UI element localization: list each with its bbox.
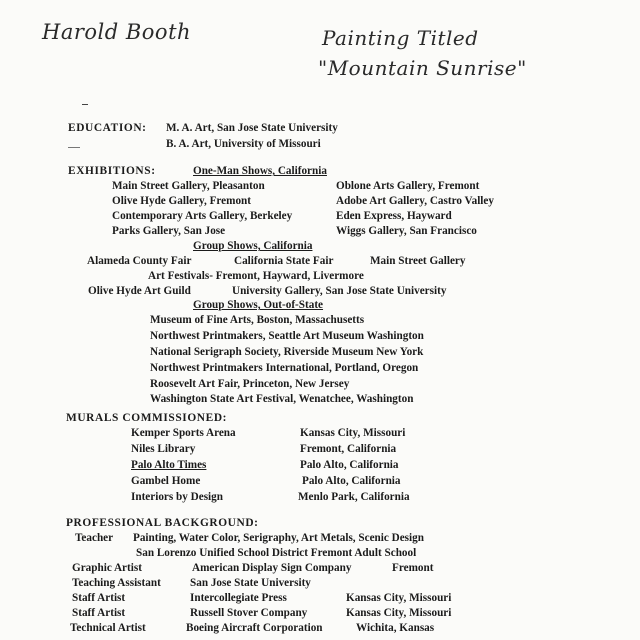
group-ca-item: Main Street Gallery (370, 255, 466, 267)
professional-heading: PROFESSIONAL BACKGROUND: (66, 517, 259, 529)
role: Graphic Artist (72, 562, 142, 574)
mural-place: Kansas City, Missouri (300, 427, 406, 439)
teacher-schools: San Lorenzo Unified School District Fremont Adult School (136, 547, 417, 559)
organization: Intercollegiate Press (190, 592, 287, 604)
one-man-right-item: Wiggs Gallery, San Francisco (336, 225, 477, 237)
one-man-left-item: Contemporary Arts Gallery, Berkeley (112, 210, 293, 222)
teacher-subjects: Painting, Water Color, Serigraphy, Art Metals, Scenic Design (133, 532, 424, 544)
mural-place: Palo Alto, California (302, 475, 401, 487)
one-man-left-item: Olive Hyde Gallery, Fremont (112, 195, 251, 207)
mural-place: Menlo Park, California (298, 491, 410, 503)
one-man-left-item: Main Street Gallery, Pleasanton (112, 180, 265, 192)
education-item: M. A. Art, San Jose State University (166, 122, 338, 134)
murals-heading: MURALS COMMISSIONED: (66, 412, 228, 424)
mural-name: Niles Library (131, 443, 196, 455)
handwritten-name: Harold Booth (42, 20, 192, 44)
handwritten-painting-line1: Painting Titled (322, 26, 479, 50)
group-oos-item: Northwest Printmakers, Seattle Art Museum Washington (150, 330, 424, 342)
education-item: B. A. Art, University of Missouri (166, 138, 321, 150)
exhibitions-heading: EXHIBITIONS: (68, 165, 156, 177)
group-oos-item: National Serigraph Society, Riverside Museum New York (150, 346, 424, 358)
one-man-right-item: Adobe Art Gallery, Castro Valley (336, 195, 494, 207)
group-ca-item: Art Festivals- Fremont, Hayward, Livermore (148, 270, 364, 282)
mural-place: Fremont, California (300, 443, 397, 455)
group-oos-item: Washington State Art Festival, Wenatchee, Washington (150, 393, 414, 405)
mural-name: Interiors by Design (131, 491, 223, 503)
location: Kansas City, Missouri (346, 607, 452, 619)
education-heading: EDUCATION: (68, 122, 147, 134)
one-man-right-item: Oblone Arts Gallery, Fremont (336, 180, 480, 192)
location: Fremont (392, 562, 434, 574)
one-man-left-item: Parks Gallery, San Jose (112, 225, 226, 237)
group-ca-item: Olive Hyde Art Guild (88, 285, 191, 297)
mural-name: Kemper Sports Arena (131, 427, 236, 439)
role: Teaching Assistant (72, 577, 161, 589)
group-oos-item: Roosevelt Art Fair, Princeton, New Jersey (150, 378, 350, 390)
group-ca-item: Alameda County Fair (87, 255, 192, 267)
role: Staff Artist (72, 607, 126, 619)
organization: Boeing Aircraft Corporation (186, 622, 323, 634)
location: Wichita, Kansas (356, 622, 435, 634)
role: Technical Artist (70, 622, 146, 634)
handwritten-painting-line2: "Mountain Sunrise" (318, 56, 527, 80)
mural-place: Palo Alto, California (300, 459, 399, 471)
stray-mark (68, 147, 80, 148)
organization: Russell Stover Company (190, 607, 308, 619)
group-shows-out-of-state-title: Group Shows, Out-of-State (193, 299, 324, 311)
stray-mark (82, 104, 88, 105)
one-man-right-item: Eden Express, Hayward (336, 210, 452, 222)
mural-name: Palo Alto Times (131, 459, 207, 471)
group-ca-item: California State Fair (234, 255, 334, 267)
group-shows-california-title: Group Shows, California (193, 240, 313, 252)
teacher-label: Teacher (75, 532, 114, 544)
group-ca-item: University Gallery, San Jose State University (232, 285, 447, 297)
organization: American Display Sign Company (192, 562, 352, 574)
role: Staff Artist (72, 592, 126, 604)
organization: San Jose State University (190, 577, 311, 589)
mural-name: Gambel Home (131, 475, 201, 487)
location: Kansas City, Missouri (346, 592, 452, 604)
one-man-shows-title: One-Man Shows, California (193, 165, 327, 177)
group-oos-item: Museum of Fine Arts, Boston, Massachusetts (150, 314, 365, 326)
group-oos-item: Northwest Printmakers International, Portland, Oregon (150, 362, 419, 374)
